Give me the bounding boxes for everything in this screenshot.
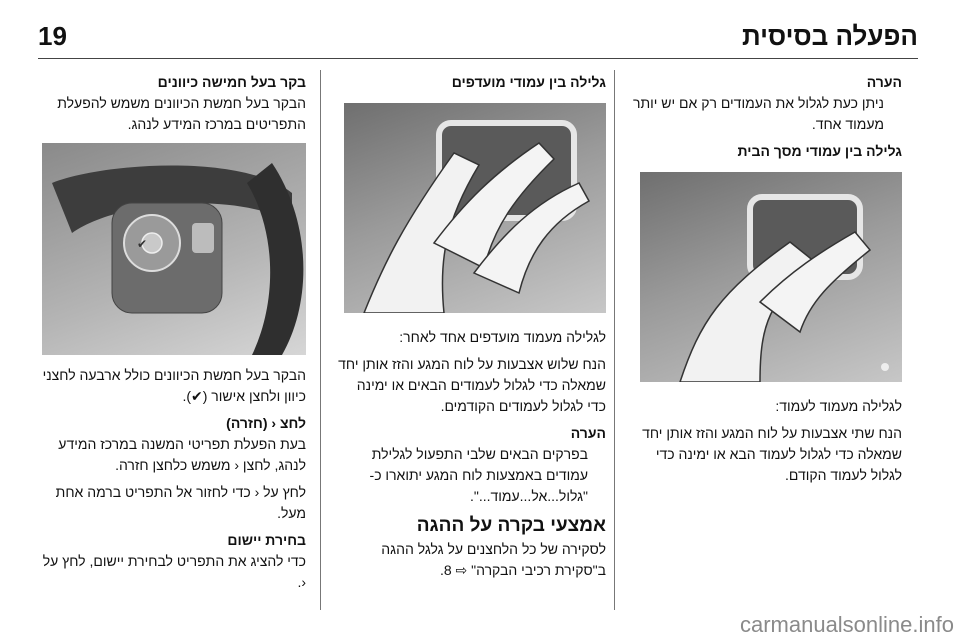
note-label: הערה	[570, 425, 606, 441]
section-heading: גלילה בין עמודי מסך הבית	[737, 143, 902, 159]
hand-illustration	[344, 103, 606, 313]
caption: לגלילה מעמוד מועדפים אחד לאחר:	[399, 329, 606, 345]
page-header	[38, 14, 918, 59]
hand-illustration	[640, 172, 902, 382]
left-column	[38, 72, 306, 599]
body-text: הנח שלוש אצבעות על לוח המגע והזז אותן יחד שמאלה כדי לגלול לעמודים הבאים או ימינה כדי לגלול לעמודים הקודמים.	[338, 356, 606, 414]
body-text: לסקירה של כל הלחצנים על גלגל ההגה ב"סקירת רכיבי הבקרה" ⇨ 8.	[381, 541, 606, 578]
page-number: 19	[38, 20, 67, 51]
column-divider	[614, 70, 615, 610]
touchpad-three-finger-image	[344, 103, 606, 313]
svg-text:✔: ✔	[136, 237, 147, 251]
body-text: לחץ על ‹ כדי לחזור אל התפריט ברמה אחת מעל.	[55, 484, 306, 521]
subheading-select-app: בחירת יישום	[227, 532, 306, 548]
middle-column	[336, 72, 606, 587]
body-text: כדי להציג את התפריט לבחירת יישום, לחץ על ‹.	[42, 553, 306, 590]
caption: לגלילה מעמוד לעמוד:	[775, 398, 902, 414]
section-title: הפעלה בסיסית	[742, 20, 918, 51]
note-label: הערה	[866, 74, 902, 90]
touchpad-two-finger-image	[640, 172, 902, 382]
intro-text: הבקר בעל חמשת הכיוונים משמש להפעלת התפריטים במרכז המידע לנהג.	[57, 95, 306, 132]
note-text: בפרקים הבאים שלבי התפעול לגלילת עמודים באמצעות לוח המגע יתוארו כ-"גלול...אל...עמוד...".	[369, 446, 588, 504]
body-text: הנח שתי אצבעות על לוח המגע והזז אותן יחד שמאלה כדי לגלול לעמוד הבא או ימינה כדי לגלול לעמוד הקודם.	[642, 425, 902, 483]
right-column	[622, 72, 902, 492]
body-text: בעת הפעלת תפריטי המשנה במרכז המידע לנהג, לחצן ‹ משמש כלחצן חזרה.	[58, 436, 306, 473]
watermark: carmanualsonline.info	[739, 612, 954, 637]
steering-wheel-controls-image	[42, 143, 306, 355]
column-divider	[320, 70, 321, 610]
section-heading-large: אמצעי בקרה על ההגה	[416, 515, 606, 536]
section-heading: גלילה בין עמודי מועדפים	[451, 74, 606, 90]
note-text: ניתן כעת לגלול את העמודים רק אם יש יותר מעמוד אחד.	[632, 95, 884, 132]
subheading-back: לחצ ‹ (חזרה)	[226, 415, 306, 431]
caption: הבקר בעל חמשת הכיוונים כולל ארבעה לחצני כיוון ולחצן אישור (✔).	[42, 367, 306, 404]
section-heading: בקר בעל חמישה כיוונים	[157, 74, 306, 90]
steering-wheel-illustration	[42, 143, 306, 355]
